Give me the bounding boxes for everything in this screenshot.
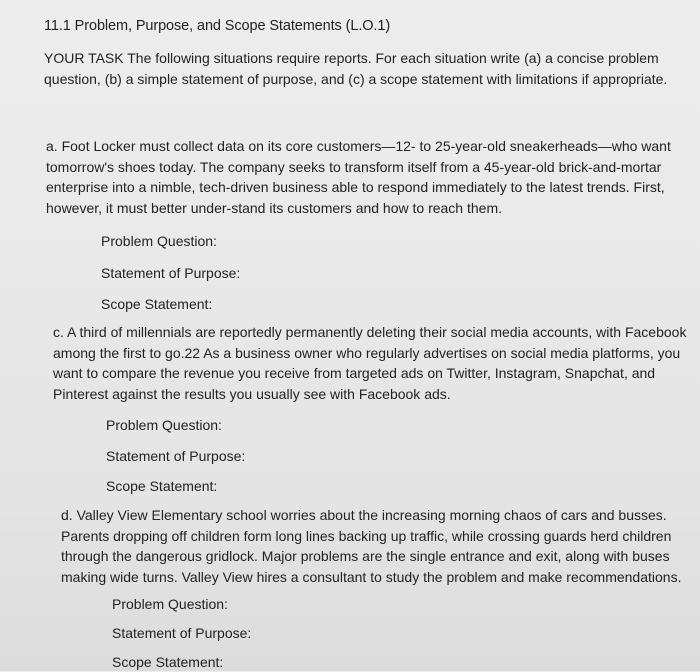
situation-line: Parents dropping off children form long lines backing up traffic, while crossing guards herd children	[61, 527, 672, 544]
statement-of-purpose-label: Statement of Purpose:	[112, 625, 252, 641]
task-line: YOUR TASK The following situations require reports. For each situation write (a) a concise problem	[44, 50, 659, 66]
problem-question-label: Problem Question:	[101, 233, 217, 249]
situation-line: Pinterest against the results you usually see with Facebook ads.	[53, 385, 451, 402]
exercise-title: 11.1 Problem, Purpose, and Scope Statements (L.O.1)	[44, 18, 391, 34]
situation-line: enterprise into a nimble, tech-driven business able to respond immediately to the latest trends. First,	[46, 179, 665, 195]
situation-line: a. Foot Locker must collect data on its core customers—12- to 25-year-old sneakerheads—who want	[46, 138, 671, 154]
statement-of-purpose-label: Statement of Purpose:	[101, 265, 241, 281]
situation-line: tomorrow's shoes today. The company seeks to transform itself from a 45-year-old brick-and-mortar	[46, 158, 662, 175]
problem-question-label: Problem Question:	[112, 596, 228, 612]
scope-statement-label: Scope Statement:	[101, 296, 213, 312]
situation-line: want to compare the revenue you receive from targeted ads on Twitter, Instagram, Snapchat, and	[53, 365, 656, 381]
scope-statement-label: Scope Statement:	[106, 478, 218, 494]
situation-c-text	[53, 322, 686, 404]
situation-line: among the first to go.22 As a business owner who regularly advertises on social media platforms, you	[53, 344, 681, 361]
situation-line: however, it must better under-stand its customers and how to reach them.	[46, 199, 502, 216]
task-line: question, (b) a simple statement of purpose, and (c) a scope statement with limitations if appropriate.	[44, 71, 668, 87]
problem-question-label: Problem Question:	[106, 417, 222, 433]
situation-line: c. A third of millennials are reportedly permanently deleting their social media accounts, with Facebook	[53, 324, 687, 340]
scope-statement-label: Scope Statement:	[112, 654, 224, 670]
situation-line: through the dangerous gridlock. Major problems are the single entrance and exit, along with buses	[61, 548, 670, 564]
situation-a-text	[46, 136, 671, 218]
situation-d-text	[61, 505, 681, 587]
statement-of-purpose-label: Statement of Purpose:	[106, 448, 246, 464]
situation-line: d. Valley View Elementary school worries about the increasing morning chaos of cars and busses.	[61, 507, 667, 523]
task-instructions	[44, 48, 667, 90]
situation-line: making wide turns. Valley View hires a consultant to study the problem and make recommendations.	[61, 568, 682, 585]
